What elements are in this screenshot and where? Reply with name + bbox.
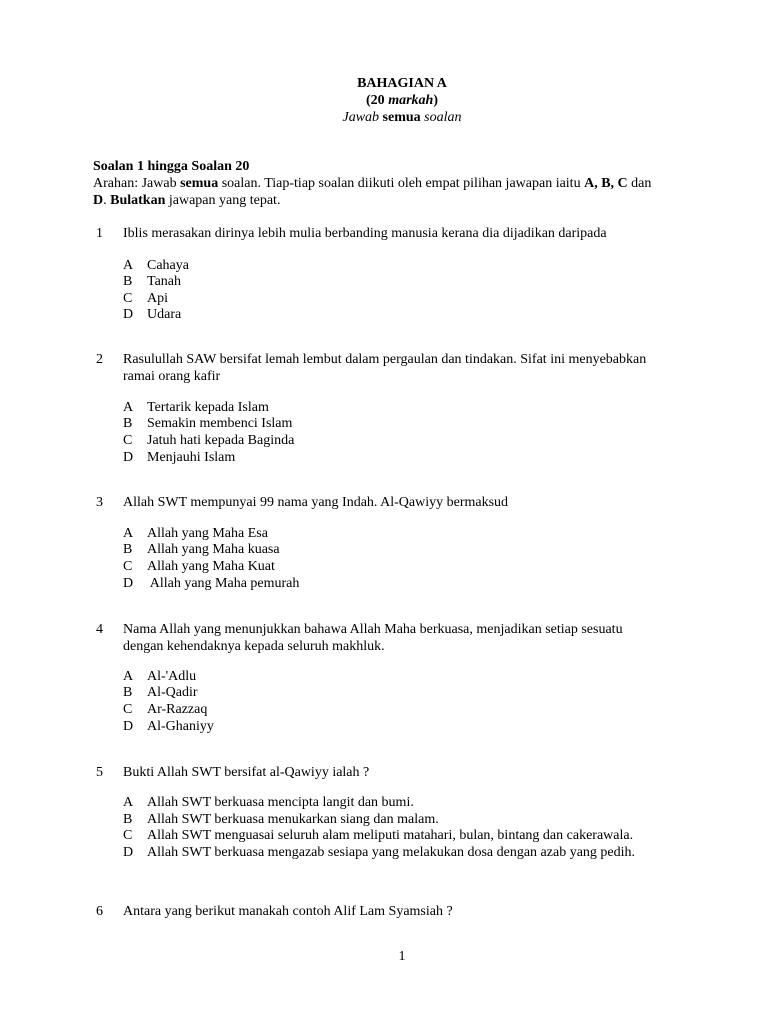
option-text: Allah yang Maha Esa [147, 526, 268, 541]
question-5 [96, 764, 369, 781]
page-number-text: 1 [398, 949, 406, 964]
option-text: Semakin membenci Islam [147, 416, 293, 431]
instruction-line [102, 109, 702, 126]
option-4d [123, 718, 214, 735]
option-3d [123, 575, 299, 592]
directions-text: jawapan yang tepat. [165, 193, 281, 208]
option-text: Ar-Razzaq [147, 702, 208, 717]
option-text: Allah SWT berkuasa mencipta langit dan bumi. [147, 795, 414, 810]
question-3 [96, 494, 508, 511]
question-number: 1 [96, 226, 103, 241]
directions-text: soalan. Tiap-tiap soalan diikuti oleh empat pilihan jawapan iaitu [218, 176, 585, 191]
option-text: Allah yang Maha Kuat [147, 559, 275, 574]
option-text: Allah yang Maha kuasa [147, 542, 280, 557]
option-4c [123, 701, 207, 718]
option-letter: D [123, 307, 134, 322]
option-letter: C [123, 291, 133, 306]
question-text: Bukti Allah SWT bersifat al-Qawiyy ialah ? [123, 765, 370, 780]
option-letter: D [123, 450, 134, 465]
option-letter: B [123, 542, 133, 557]
section-title [102, 75, 702, 92]
option-5c [123, 827, 633, 844]
option-4b [123, 684, 198, 701]
option-text: Tanah [147, 274, 182, 289]
option-2c [123, 432, 294, 449]
option-text: Jatuh hati kepada Baginda [147, 433, 295, 448]
option-text: Udara [147, 307, 182, 322]
question-2-continuation [123, 368, 220, 385]
directions-heading-text: Soalan 1 hingga Soalan 20 [93, 159, 250, 174]
marks-unit: markah [388, 93, 434, 108]
directions-emphasis: D [93, 193, 104, 208]
instruction-semua: semua [382, 110, 421, 125]
option-3a [123, 525, 268, 542]
question-text: Rasulullah SAW bersifat lemah lembut dalam pergaulan dan tindakan. Sifat ini menyebabkan [123, 352, 647, 367]
question-text: Antara yang berikut manakah contoh Alif Lam Syamsiah ? [123, 904, 453, 919]
option-text: Allah yang Maha pemurah [147, 576, 300, 591]
question-2 [96, 351, 646, 368]
question-number: 2 [96, 352, 103, 367]
option-letter: D [123, 719, 134, 734]
option-text: Allah SWT berkuasa menukarkan siang dan malam. [147, 812, 439, 827]
question-text: ramai orang kafir [123, 369, 221, 384]
option-text: Api [147, 291, 168, 306]
option-letter: D [123, 845, 134, 860]
option-letter: C [123, 559, 133, 574]
option-1a [123, 257, 189, 274]
question-1 [96, 225, 607, 242]
option-text: Al-Ghaniyy [147, 719, 214, 734]
directions-heading [93, 158, 249, 175]
option-text: Menjauhi Islam [147, 450, 236, 465]
option-letter: B [123, 812, 133, 827]
option-letter: B [123, 416, 133, 431]
option-text: Allah SWT berkuasa mengazab sesiapa yang melakukan dosa dengan azab yang pedih. [147, 845, 636, 860]
question-number: 5 [96, 765, 103, 780]
option-letter: A [123, 526, 134, 541]
marks-close: ) [433, 93, 438, 108]
option-letter: A [123, 795, 134, 810]
option-1b [123, 273, 181, 290]
option-letter: C [123, 828, 133, 843]
section-title-text: BAHAGIAN A [357, 76, 447, 91]
instruction-soalan: soalan [420, 110, 462, 125]
option-text: Tertarik kepada Islam [147, 400, 269, 415]
directions-emphasis: Bulatkan [110, 193, 166, 208]
question-number: 4 [96, 622, 103, 637]
question-4 [96, 621, 623, 638]
option-5d [123, 844, 635, 861]
option-1c [123, 290, 168, 307]
question-text: Iblis merasakan dirinya lebih mulia berbanding manusia kerana dia dijadikan daripada [123, 226, 607, 241]
directions-line-1 [93, 175, 651, 192]
option-letter: A [123, 258, 134, 273]
option-5b [123, 811, 439, 828]
question-number: 3 [96, 495, 103, 510]
option-letter: C [123, 702, 133, 717]
directions-text: . [103, 193, 111, 208]
option-letter: D [123, 576, 134, 591]
option-text: Al-'Adlu [147, 669, 197, 684]
directions-line-2 [93, 192, 280, 209]
option-2d [123, 449, 235, 466]
page-number [102, 948, 702, 965]
marks-open: (20 [366, 93, 389, 108]
question-number: 6 [96, 904, 103, 919]
option-1d [123, 306, 181, 323]
option-text: Cahaya [147, 258, 189, 273]
option-letter: A [123, 400, 134, 415]
question-6 [96, 903, 453, 920]
option-3b [123, 541, 280, 558]
directions-emphasis: semua [180, 176, 219, 191]
option-letter: B [123, 274, 133, 289]
option-letter: C [123, 433, 133, 448]
option-letter: A [123, 669, 134, 684]
question-text: dengan kehendaknya kepada seluruh makhluk. [123, 639, 385, 654]
directions-emphasis: A, B, C [584, 176, 628, 191]
option-text: Allah SWT menguasai seluruh alam meliputi matahari, bulan, bintang dan cakerawala. [147, 828, 634, 843]
option-2a [123, 399, 269, 416]
marks-line [102, 92, 702, 109]
option-2b [123, 415, 292, 432]
option-text: Al-Qadir [147, 685, 198, 700]
question-text: Allah SWT mempunyai 99 nama yang Indah. Al-Qawiyy bermaksud [123, 495, 509, 510]
question-4-continuation [123, 638, 385, 655]
option-letter: B [123, 685, 133, 700]
directions-text: dan [627, 176, 652, 191]
option-5a [123, 794, 414, 811]
directions-text: Arahan: Jawab [93, 176, 181, 191]
option-3c [123, 558, 275, 575]
question-text: Nama Allah yang menunjukkan bahawa Allah Maha berkuasa, menjadikan setiap sesuatu [123, 622, 623, 637]
instruction-jawab: Jawab [342, 110, 383, 125]
option-4a [123, 668, 196, 685]
